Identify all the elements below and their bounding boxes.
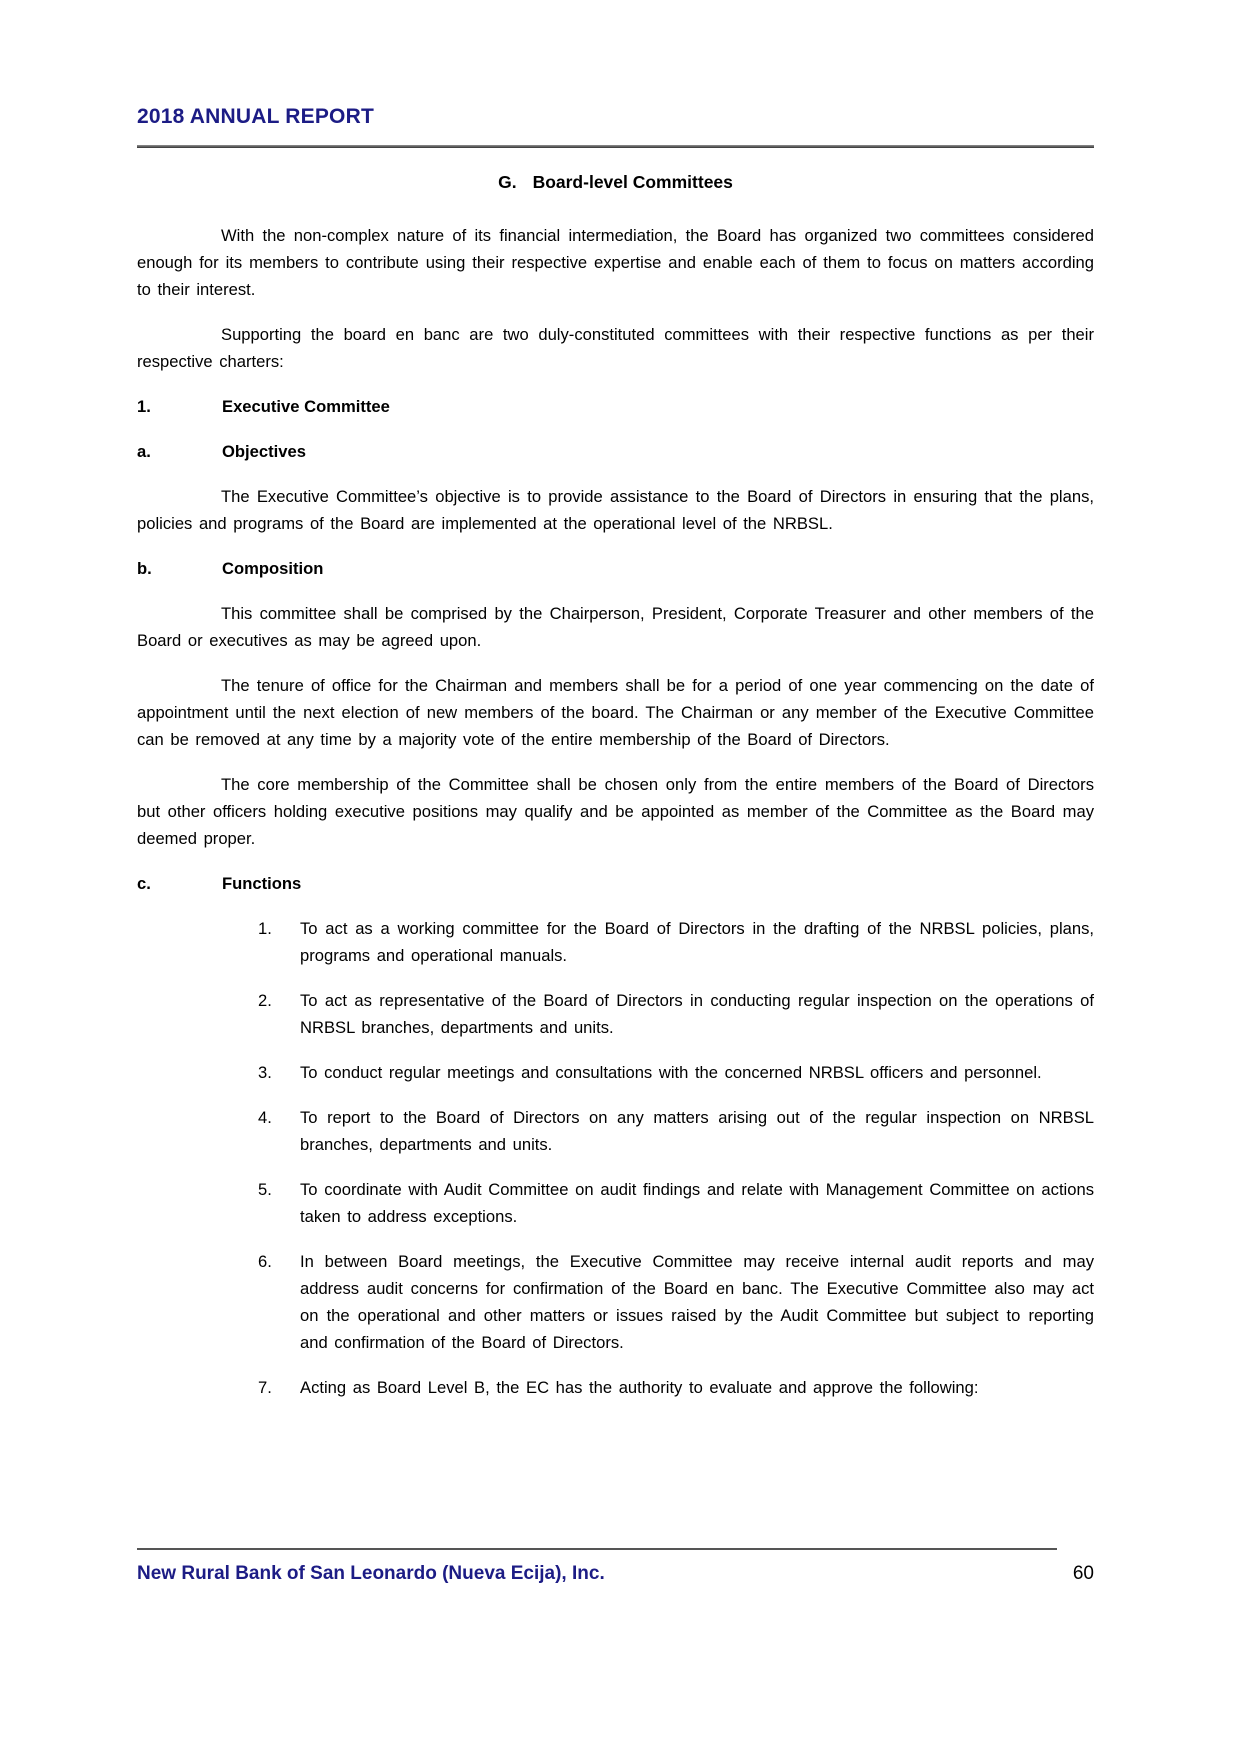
- composition-paragraph-1: This committee shall be comprised by the Chairperson, President, Corporate Treasurer and other members of the Board or executives as may be agreed upon.: [137, 604, 1094, 650]
- function-number: 2.: [258, 991, 272, 1010]
- heading-text: Composition: [222, 559, 324, 578]
- heading-composition: [137, 555, 1094, 582]
- heading-functions: [137, 870, 1094, 897]
- composition-paragraph-2: The tenure of office for the Chairman and members shall be for a period of one year commencing on the date of appointment until the next election of new members of the board. The Chairman or any member of the Executive Committee can be removed at any time by a majority vote of the entire membership of the Board of Directors.: [137, 676, 1094, 749]
- function-item-6: [137, 1248, 1094, 1356]
- heading-executive-committee: [137, 393, 1094, 420]
- section-heading: [137, 169, 1094, 196]
- function-text: To act as representative of the Board of Directors in conducting regular inspection on the operations of NRBSL branches, departments and units.: [300, 991, 1094, 1037]
- function-number: 7.: [258, 1378, 272, 1397]
- function-item-3: [137, 1059, 1094, 1086]
- heading-text: Objectives: [222, 442, 306, 461]
- page-content: [137, 0, 1094, 1419]
- heading-letter: a.: [137, 442, 151, 461]
- footer-row: [137, 1563, 1094, 1585]
- objectives-paragraph: The Executive Committee’s objective is to provide assistance to the Board of Directors in ensuring that the plans, policies and programs of the Board are implemented at the operational level of the NRBSL.: [137, 487, 1094, 533]
- function-item-7: [137, 1374, 1094, 1401]
- function-text: Acting as Board Level B, the EC has the authority to evaluate and approve the following:: [300, 1378, 979, 1397]
- intro-paragraph-2: Supporting the board en banc are two duly-constituted committees with their respective functions as per their respective charters:: [137, 325, 1094, 371]
- function-number: 4.: [258, 1108, 272, 1127]
- heading-letter: c.: [137, 874, 151, 893]
- function-item-2: [137, 987, 1094, 1041]
- function-text: To report to the Board of Directors on any matters arising out of the regular inspection on NRBSL branches, departments and units.: [300, 1108, 1094, 1154]
- composition-paragraph-3: The core membership of the Committee shall be chosen only from the entire members of the Board of Directors but other officers holding executive positions may qualify and be appointed as member of the Committee as the Board may deemed proper.: [137, 775, 1094, 848]
- header-rule: [137, 145, 1094, 148]
- function-number: 1.: [258, 919, 272, 938]
- section-letter: G.: [498, 172, 517, 192]
- function-text: To act as a working committee for the Board of Directors in the drafting of the NRBSL policies, plans, programs and operational manuals.: [300, 919, 1094, 965]
- heading-number: 1.: [137, 397, 151, 416]
- function-number: 3.: [258, 1063, 272, 1082]
- function-number: 6.: [258, 1252, 272, 1271]
- report-title: 2018 ANNUAL REPORT: [137, 105, 374, 128]
- page-footer: [137, 1548, 1094, 1585]
- heading-text: Functions: [222, 874, 302, 893]
- heading-letter: b.: [137, 559, 152, 578]
- function-number: 5.: [258, 1180, 272, 1199]
- page-number: 60: [1072, 1563, 1094, 1584]
- function-item-1: [137, 915, 1094, 969]
- section-title: Board-level Committees: [532, 172, 733, 192]
- intro-paragraph-1: With the non-complex nature of its financial intermediation, the Board has organized two committees considered enough for its members to contribute using their respective expertise and enable each of them to focus on matters according to their interest.: [137, 226, 1094, 299]
- footer-bank-name: New Rural Bank of San Leonardo (Nueva Ecija), Inc.: [137, 1563, 605, 1584]
- heading-objectives: [137, 438, 1094, 465]
- page-header: [137, 0, 1094, 148]
- function-item-5: [137, 1176, 1094, 1230]
- function-text: In between Board meetings, the Executive Committee may receive internal audit reports and may address audit concerns for confirmation of the Board en banc. The Executive Committee also may act on the operational and other matters or issues raised by the Audit Committee but subject to reporting and confirmation of the Board of Directors.: [300, 1252, 1094, 1352]
- function-text: To coordinate with Audit Committee on audit findings and relate with Management Committee on actions taken to address exceptions.: [300, 1180, 1094, 1226]
- footer-rule: [137, 1548, 1057, 1550]
- heading-text: Executive Committee: [222, 397, 390, 416]
- function-item-4: [137, 1104, 1094, 1158]
- function-text: To conduct regular meetings and consultations with the concerned NRBSL officers and personnel.: [300, 1063, 1042, 1082]
